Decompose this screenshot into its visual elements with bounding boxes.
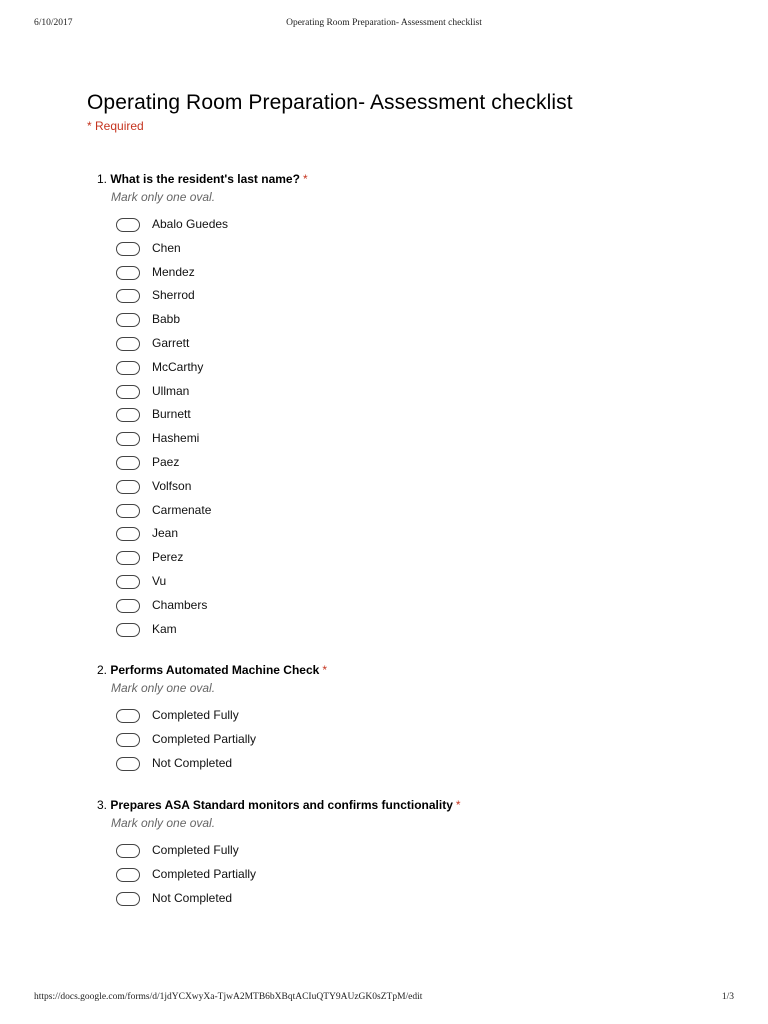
radio-option[interactable] xyxy=(97,524,717,548)
radio-oval[interactable] xyxy=(116,408,140,422)
radio-option[interactable] xyxy=(97,310,717,334)
radio-oval[interactable] xyxy=(116,757,140,771)
radio-option[interactable] xyxy=(97,548,717,572)
option-label: McCarthy xyxy=(152,359,204,374)
radio-option[interactable] xyxy=(97,334,717,358)
question-title xyxy=(97,797,717,813)
radio-oval[interactable] xyxy=(116,844,140,858)
print-url: https://docs.google.com/forms/d/1jdYCXwyXa-TjwA2MTB6bXBqtACIuQTY9AUzGK0sZTpM/edit xyxy=(34,992,423,1002)
option-label: Mendez xyxy=(152,264,195,279)
radio-option[interactable] xyxy=(97,382,717,406)
print-footer xyxy=(0,992,768,1006)
radio-oval[interactable] xyxy=(116,599,140,613)
radio-option[interactable] xyxy=(97,620,717,644)
radio-option[interactable] xyxy=(97,239,717,263)
radio-option[interactable] xyxy=(97,405,717,429)
radio-oval[interactable] xyxy=(116,892,140,906)
radio-option[interactable] xyxy=(97,889,717,913)
print-header xyxy=(0,18,768,32)
radio-option[interactable] xyxy=(97,754,717,778)
radio-oval[interactable] xyxy=(116,218,140,232)
radio-oval[interactable] xyxy=(116,504,140,518)
radio-oval[interactable] xyxy=(116,242,140,256)
option-list xyxy=(97,841,717,912)
radio-oval[interactable] xyxy=(116,385,140,399)
radio-option[interactable] xyxy=(97,706,717,730)
required-asterisk: * xyxy=(302,172,308,186)
question-3 xyxy=(97,797,717,912)
radio-option[interactable] xyxy=(97,215,717,239)
radio-oval[interactable] xyxy=(116,623,140,637)
radio-option[interactable] xyxy=(97,477,717,501)
option-label: Volfson xyxy=(152,478,192,493)
radio-oval[interactable] xyxy=(116,527,140,541)
option-label: Garrett xyxy=(152,335,190,350)
option-label: Abalo Guedes xyxy=(152,217,229,231)
question-text: What is the resident's last name? xyxy=(110,172,300,186)
required-note: * Required xyxy=(87,119,144,133)
option-label: Vu xyxy=(152,573,167,588)
option-label: Not Completed xyxy=(152,755,233,770)
form-title: Operating Room Preparation- Assessment checklist xyxy=(87,91,573,114)
question-2 xyxy=(97,662,717,777)
question-title xyxy=(97,662,717,678)
question-hint: Mark only one oval. xyxy=(111,681,216,695)
radio-oval[interactable] xyxy=(116,733,140,747)
radio-oval[interactable] xyxy=(116,456,140,470)
radio-option[interactable] xyxy=(97,572,717,596)
radio-option[interactable] xyxy=(97,596,717,620)
option-label: Paez xyxy=(152,454,180,469)
required-asterisk: * xyxy=(322,663,327,677)
option-label: Hashemi xyxy=(152,431,200,446)
radio-option[interactable] xyxy=(97,358,717,382)
question-1 xyxy=(97,171,717,643)
option-label: Babb xyxy=(152,312,181,327)
question-text: Prepares ASA Standard monitors and confirms functionality xyxy=(110,798,453,812)
option-label: Ullman xyxy=(152,383,190,398)
option-label: Not Completed xyxy=(152,890,233,905)
radio-oval[interactable] xyxy=(116,551,140,565)
option-label: Perez xyxy=(152,550,184,565)
radio-oval[interactable] xyxy=(116,868,140,882)
radio-option[interactable] xyxy=(97,263,717,287)
radio-oval[interactable] xyxy=(116,480,140,494)
required-asterisk: * xyxy=(455,798,461,812)
option-label: Burnett xyxy=(152,407,191,422)
option-label: Chambers xyxy=(152,597,208,612)
option-label: Carmenate xyxy=(152,502,212,517)
option-label: Chen xyxy=(152,240,181,255)
radio-oval[interactable] xyxy=(116,266,140,280)
radio-oval[interactable] xyxy=(116,361,140,375)
question-number: 2. xyxy=(97,663,108,677)
print-date: 6/10/2017 xyxy=(34,18,73,28)
radio-option[interactable] xyxy=(97,730,717,754)
option-label: Kam xyxy=(152,621,177,636)
radio-option[interactable] xyxy=(97,453,717,477)
option-list xyxy=(97,215,717,643)
page-number: 1/3 xyxy=(721,992,734,1002)
radio-oval[interactable] xyxy=(116,432,140,446)
radio-oval[interactable] xyxy=(116,575,140,589)
print-title: Operating Room Preparation- Assessment checklist xyxy=(286,18,482,28)
radio-option[interactable] xyxy=(97,841,717,865)
question-number: 1. xyxy=(97,172,108,186)
radio-option[interactable] xyxy=(97,286,717,310)
question-title xyxy=(97,171,717,187)
option-label: Completed Partially xyxy=(152,866,257,881)
option-label: Completed Fully xyxy=(152,843,239,857)
question-hint: Mark only one oval. xyxy=(111,816,216,830)
radio-option[interactable] xyxy=(97,865,717,889)
radio-option[interactable] xyxy=(97,501,717,525)
question-number: 3. xyxy=(97,798,108,812)
radio-oval[interactable] xyxy=(116,313,140,327)
radio-oval[interactable] xyxy=(116,289,140,303)
question-hint: Mark only one oval. xyxy=(111,190,216,204)
option-label: Completed Partially xyxy=(152,731,257,746)
option-label: Completed Fully xyxy=(152,708,239,722)
radio-oval[interactable] xyxy=(116,337,140,351)
option-label: Sherrod xyxy=(152,288,195,303)
radio-oval[interactable] xyxy=(116,709,140,723)
radio-option[interactable] xyxy=(97,429,717,453)
option-label: Jean xyxy=(152,526,179,541)
question-text: Performs Automated Machine Check xyxy=(110,663,320,677)
option-list xyxy=(97,706,717,777)
